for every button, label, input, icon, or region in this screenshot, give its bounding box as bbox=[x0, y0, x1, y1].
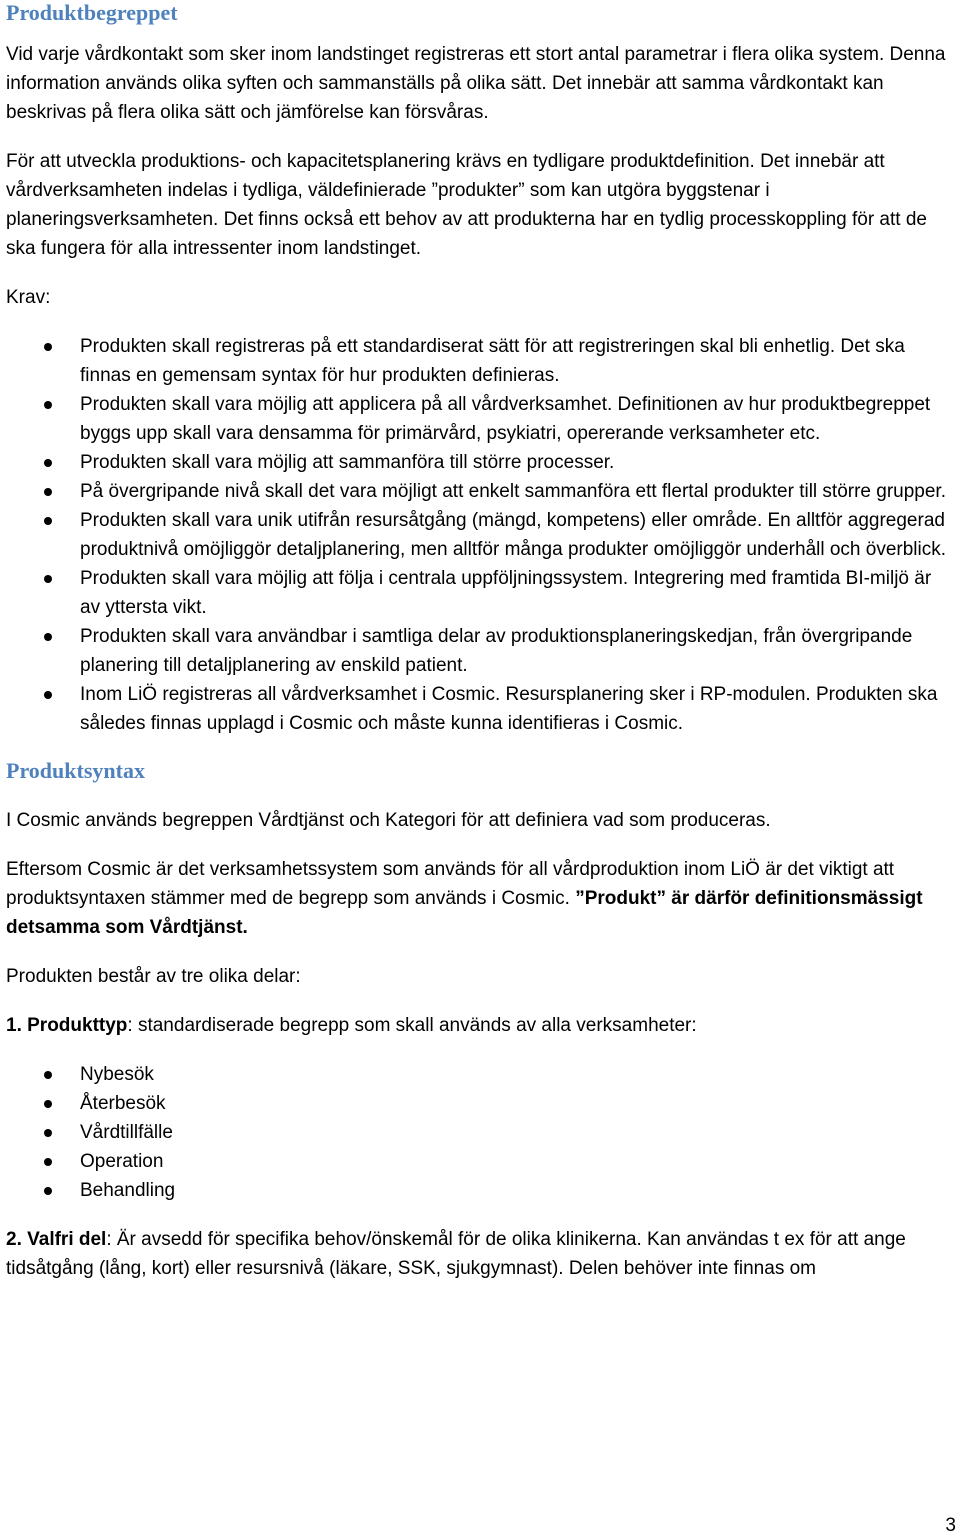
part1-title: 1. Produkttyp bbox=[6, 1015, 128, 1036]
heading-produktsyntax: Produktsyntax bbox=[6, 758, 145, 783]
list-item: Inom LiÖ registreras all vårdverksamhet i Cosmic. Resursplanering sker i RP-modulen. Produkten ska således finnas upplagd i Cosmic och måste kunna identifieras i Cosmic. bbox=[6, 680, 956, 738]
list-item: Behandling bbox=[6, 1176, 956, 1205]
bullet-icon bbox=[44, 575, 52, 583]
list-item: Återbesök bbox=[6, 1089, 956, 1118]
product-types-list bbox=[6, 1060, 956, 1205]
paragraph-part2: 2. Valfri del: Är avsedd för specifika behov/önskemål för de olika klinikerna. Kan användas t ex för att ange tidsåtgång (lång, kort) eller resursnivå (läkare, SSK, sjukgymnast). Delen behöver inte finnas om bbox=[6, 1229, 906, 1279]
paragraph-planning: För att utveckla produktions- och kapacitetsplanering krävs en tydligare produktdefinition. Det innebär att vårdverksamheten indelas i tydliga, väldefinierade ”produkter” som kan utgöra byggstenar i planeringsverksamheten. Det finns också ett behov av att produkterna har en tydlig processkoppling för att de ska fungera för alla intressenter inom landstinget. bbox=[6, 151, 927, 259]
list-item: Produkten skall vara unik utifrån resursåtgång (mängd, kompetens) eller område. En alltför aggregerad produktnivå omöjliggör detaljplanering, men alltför många produkter omöjliggör underhåll och överblick. bbox=[6, 506, 956, 564]
list-item: Produkten skall vara möjlig att applicera på all vårdverksamhet. Definitionen av hur produktbegreppet byggs upp skall vara densamma för primärvård, psykiatri, opererande verksamheter etc. bbox=[6, 390, 956, 448]
list-item: Produkten skall vara användbar i samtliga delar av produktionsplaneringskedjan, från övergripande planering till detaljplanering av enskild patient. bbox=[6, 622, 956, 680]
paragraph-three-parts: Produkten består av tre olika delar: bbox=[6, 966, 301, 987]
paragraph-intro: Vid varje vårdkontakt som sker inom landstinget registreras ett stort antal parametrar i flera olika system. Denna information används olika syften och sammanställs på olika sätt. Det innebär att samma vårdkontakt kan beskrivas på flera olika sätt och jämförelse kan försvåras. bbox=[6, 44, 946, 123]
part2-title: 2. Valfri del bbox=[6, 1229, 107, 1250]
bullet-icon bbox=[44, 517, 52, 525]
list-item: Produkten skall vara möjlig att följa i centrala uppföljningssystem. Integrering med framtida BI-miljö är av yttersta vikt. bbox=[6, 564, 956, 622]
bullet-icon bbox=[44, 1071, 52, 1079]
bullet-icon bbox=[44, 1129, 52, 1137]
list-item: På övergripande nivå skall det vara möjligt att enkelt sammanföra ett flertal produkter till större grupper. bbox=[6, 477, 956, 506]
bullet-icon bbox=[44, 1100, 52, 1108]
paragraph-cosmic-syntax: Eftersom Cosmic är det verksamhetssystem som används för all vårdproduktion inom LiÖ är det viktigt att produktsyntaxen stämmer med de begrepp som används i Cosmic. ”Produkt” är därför definitionsmässigt detsamma som Vårdtjänst. bbox=[6, 859, 923, 938]
bullet-icon bbox=[44, 488, 52, 496]
list-item: Nybesök bbox=[6, 1060, 956, 1089]
paragraph-cosmic-terms: I Cosmic används begreppen Vårdtjänst och Kategori för att definiera vad som produceras. bbox=[6, 810, 771, 831]
document-page bbox=[6, 0, 956, 1283]
krav-list bbox=[6, 332, 956, 738]
page-number: 3 bbox=[945, 1515, 956, 1536]
bullet-icon bbox=[44, 459, 52, 467]
bullet-icon bbox=[44, 633, 52, 641]
heading-produktbegreppet: Produktbegreppet bbox=[6, 0, 178, 25]
krav-label: Krav: bbox=[6, 287, 51, 308]
bullet-icon bbox=[44, 343, 52, 351]
list-item: Vårdtillfälle bbox=[6, 1118, 956, 1147]
paragraph-part1: 1. Produkttyp: standardiserade begrepp som skall används av alla verksamheter: bbox=[6, 1015, 697, 1036]
bullet-icon bbox=[44, 401, 52, 409]
list-item: Produkten skall registreras på ett standardiserat sätt för att registreringen skal bli enhetlig. Det ska finnas en gemensam syntax för hur produkten definieras. bbox=[6, 332, 956, 390]
list-item: Produkten skall vara möjlig att sammanföra till större processer. bbox=[6, 448, 956, 477]
bullet-icon bbox=[44, 1187, 52, 1195]
bold-definition: ”Produkt” är därför definitionsmässigt detsamma som Vårdtjänst. bbox=[6, 888, 923, 938]
list-item: Operation bbox=[6, 1147, 956, 1176]
bullet-icon bbox=[44, 1158, 52, 1166]
bullet-icon bbox=[44, 691, 52, 699]
